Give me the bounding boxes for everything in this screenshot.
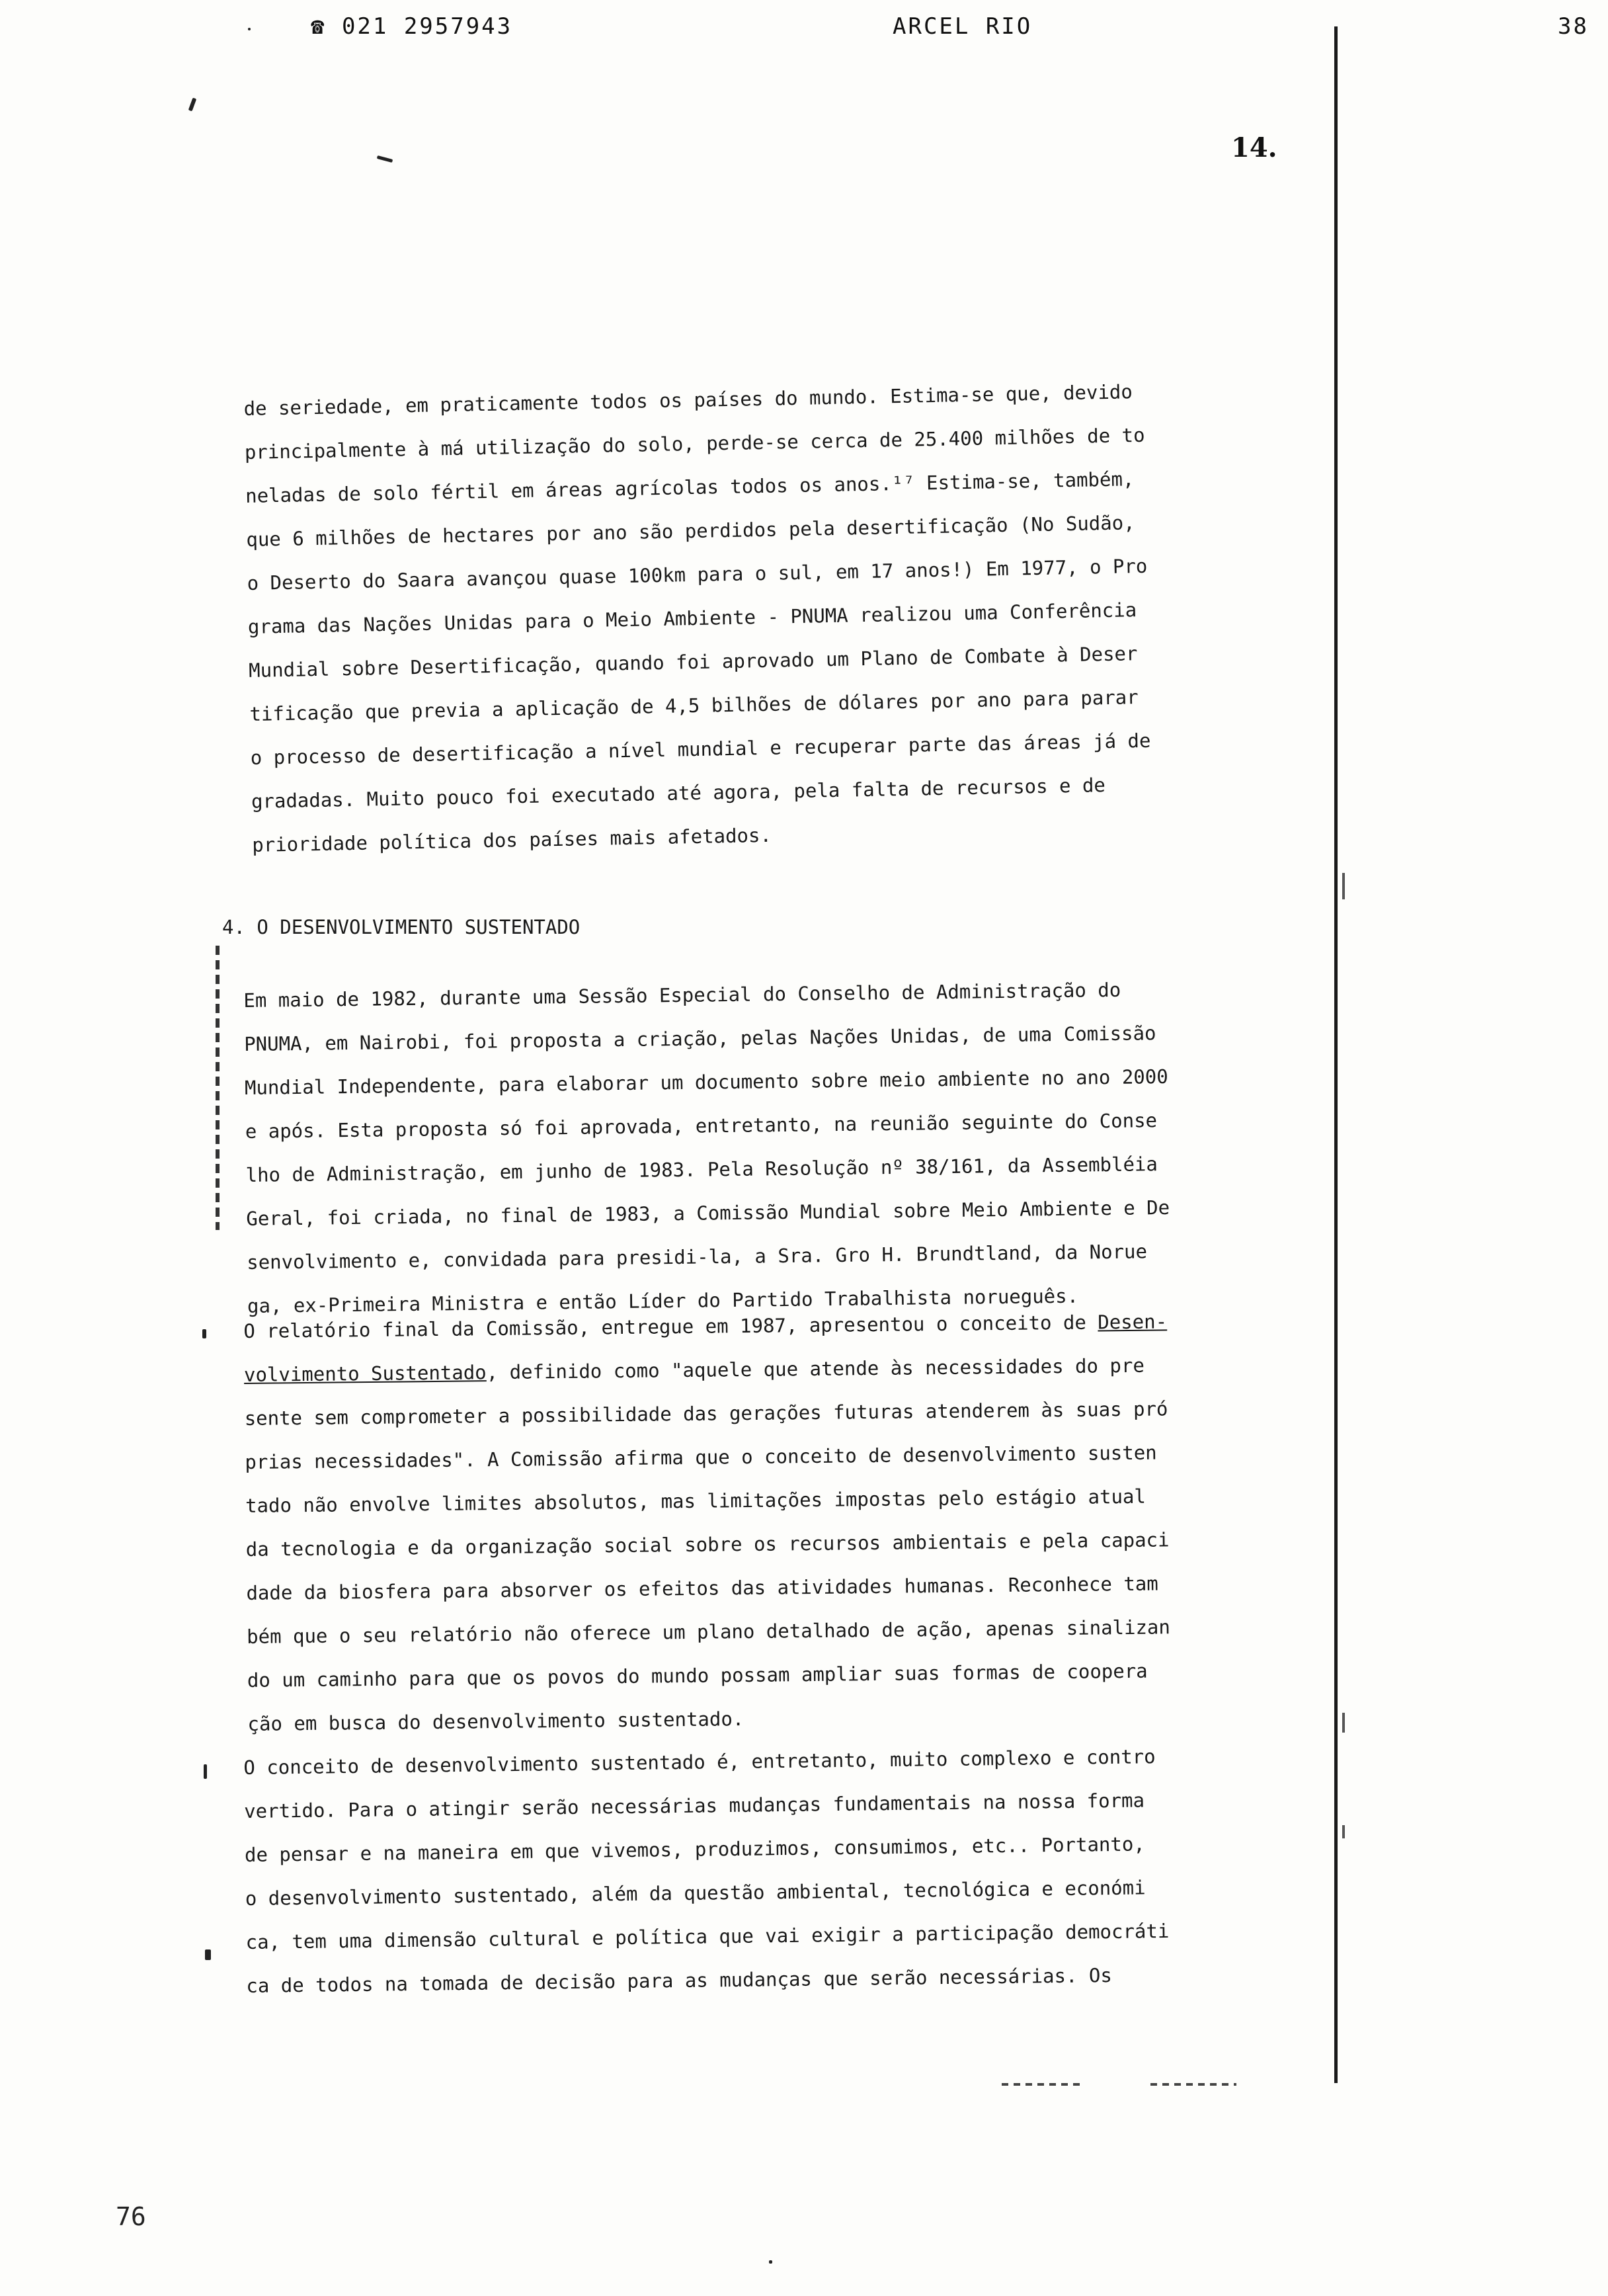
fax-phone-number: ☎ 021 2957943 xyxy=(311,13,513,40)
text-line: de seriedade, em praticamente todos os países do mundo. Estima-se que, devido xyxy=(243,380,1133,420)
text-line: Mundial sobre Desertificação, quando foi aprovado um Plano de Combate à Deser xyxy=(248,642,1138,682)
scan-speck xyxy=(769,2260,772,2264)
paragraph-report xyxy=(243,1298,1319,1746)
underlined-term: Desen- xyxy=(1098,1310,1168,1334)
paragraph-desertification xyxy=(243,366,1324,867)
rule-mark xyxy=(1342,1713,1345,1733)
rule-mark xyxy=(1342,873,1345,899)
fax-sender: ARCEL RIO xyxy=(893,13,1033,40)
underlined-term: volvimento Sustentado xyxy=(243,1361,487,1386)
page-number: 14. xyxy=(1231,132,1277,163)
scan-dash-mark xyxy=(1002,2083,1081,2086)
text-line: Em maio de 1982, durante uma Sessão Especial do Conselho de Administração do xyxy=(243,978,1121,1012)
text-line: o processo de desertificação a nível mundial e recuperar parte das áreas já de xyxy=(250,729,1151,769)
text-line: tificação que previa a aplicação de 4,5 bilhões de dólares por ano para parar xyxy=(249,686,1139,725)
text-line: ca de todos na tomada de decisão para as mudanças que serão necessárias. Os xyxy=(246,1963,1113,1997)
section-heading: 4. O DESENVOLVIMENTO SUSTENTADO xyxy=(222,916,581,938)
text-line: Mundial Independente, para elaborar um documento sobre meio ambiente no ano 2000 xyxy=(244,1065,1168,1099)
text-line: grama das Nações Unidas para o Meio Ambiente - PNUMA realizou uma Conferência xyxy=(247,598,1137,638)
scan-speck xyxy=(188,98,196,112)
paragraph-commission xyxy=(243,965,1318,1328)
text-line: gradadas. Muito pouco foi executado até agora, pela falta de recursos e de xyxy=(251,774,1106,813)
scan-speck xyxy=(248,28,251,30)
scan-speck xyxy=(204,1764,207,1779)
text-line: e após. Esta proposta só foi aprovada, entretanto, na reunião seguinte do Conse xyxy=(245,1109,1158,1143)
footer-page-number: 76 xyxy=(116,2202,146,2231)
text-line: que 6 milhões de hectares por ano são perdidos pela desertificação (No Sudão, xyxy=(246,511,1135,551)
text-line: ção em busca do desenvolvimento sustentado. xyxy=(247,1707,744,1735)
text-segment: O relatório final da Comissão, entregue em 1987, apresentou o conceito de xyxy=(243,1311,1098,1342)
text-line: de pensar e na maneira em que vivemos, produzimos, consumimos, etc.. Portanto, xyxy=(244,1832,1145,1866)
text-line: tado não envolve limites absolutos, mas limitações impostas pelo estágio atual xyxy=(245,1485,1146,1517)
text-segment: , definido como "aquele que atende às necessidades do pre xyxy=(486,1354,1145,1384)
scan-dash-mark xyxy=(1150,2083,1236,2086)
scan-speck xyxy=(202,1329,206,1338)
text-line: vertido. Para o atingir serão necessárias mudanças fundamentais na nossa forma xyxy=(244,1789,1145,1823)
margin-annotation-bar xyxy=(216,946,220,1230)
text-line: da tecnologia e da organização social sobre os recursos ambientais e pela capaci xyxy=(245,1528,1170,1561)
text-line: prias necessidades". A Comissão afirma que o conceito de desenvolvimento susten xyxy=(245,1441,1157,1473)
fax-header xyxy=(0,7,1608,46)
scan-speck xyxy=(205,1949,211,1960)
text-line: neladas de solo fértil em áreas agrícolas todos os anos.¹⁷ Estima-se, também, xyxy=(245,468,1135,507)
text-line: senvolvimento e, convidada para presidi-la, a Sra. Gro H. Brundtland, da Norue xyxy=(247,1240,1148,1274)
text-line: dade da biosfera para absorver os efeitos das atividades humanas. Reconhece tam xyxy=(246,1572,1158,1604)
text-line: principalmente à má utilização do solo, perde-se cerca de 25.400 milhões de to xyxy=(244,423,1145,464)
paragraph-complexity xyxy=(243,1733,1318,2008)
scan-speck xyxy=(377,155,393,163)
text-line: bém que o seu relatório não oferece um plano detalhado de ação, apenas sinalizan xyxy=(247,1616,1171,1648)
text-line: PNUMA, em Nairobi, foi proposta a criação, pelas Nações Unidas, de uma Comissão xyxy=(244,1022,1156,1055)
text-line: prioridade política dos países mais afetados. xyxy=(251,823,772,856)
text-line: O conceito de desenvolvimento sustentado é, entretanto, muito complexo e contro xyxy=(243,1745,1156,1779)
text-line: Geral, foi criada, no final de 1983, a Comissão Mundial sobre Meio Ambiente e De xyxy=(246,1196,1170,1230)
text-line: o desenvolvimento sustentado, além da questão ambiental, tecnológica e económi xyxy=(245,1876,1146,1910)
text-line: lho de Administração, em junho de 1983. Pela Resolução nº 38/161, da Assembléia xyxy=(245,1153,1158,1186)
text-line: do um caminho para que os povos do mundo possam ampliar suas formas de coopera xyxy=(247,1659,1148,1692)
text-line: sente sem comprometer a possibilidade das gerações futuras atenderem às suas pró xyxy=(244,1397,1168,1430)
text-line: ga, ex-Primeira Ministra e então Líder do Partido Trabalhista norueguês. xyxy=(247,1284,1079,1317)
fax-page-count: 38 xyxy=(1558,13,1589,40)
rule-mark xyxy=(1342,1825,1345,1838)
right-margin-rule xyxy=(1334,26,1338,2083)
text-line: ca, tem uma dimensão cultural e política que vai exigir a participação democráti xyxy=(245,1919,1170,1953)
text-line: o Deserto do Saara avançou quase 100km para o sul, em 17 anos!) Em 1977, o Pro xyxy=(247,554,1148,594)
